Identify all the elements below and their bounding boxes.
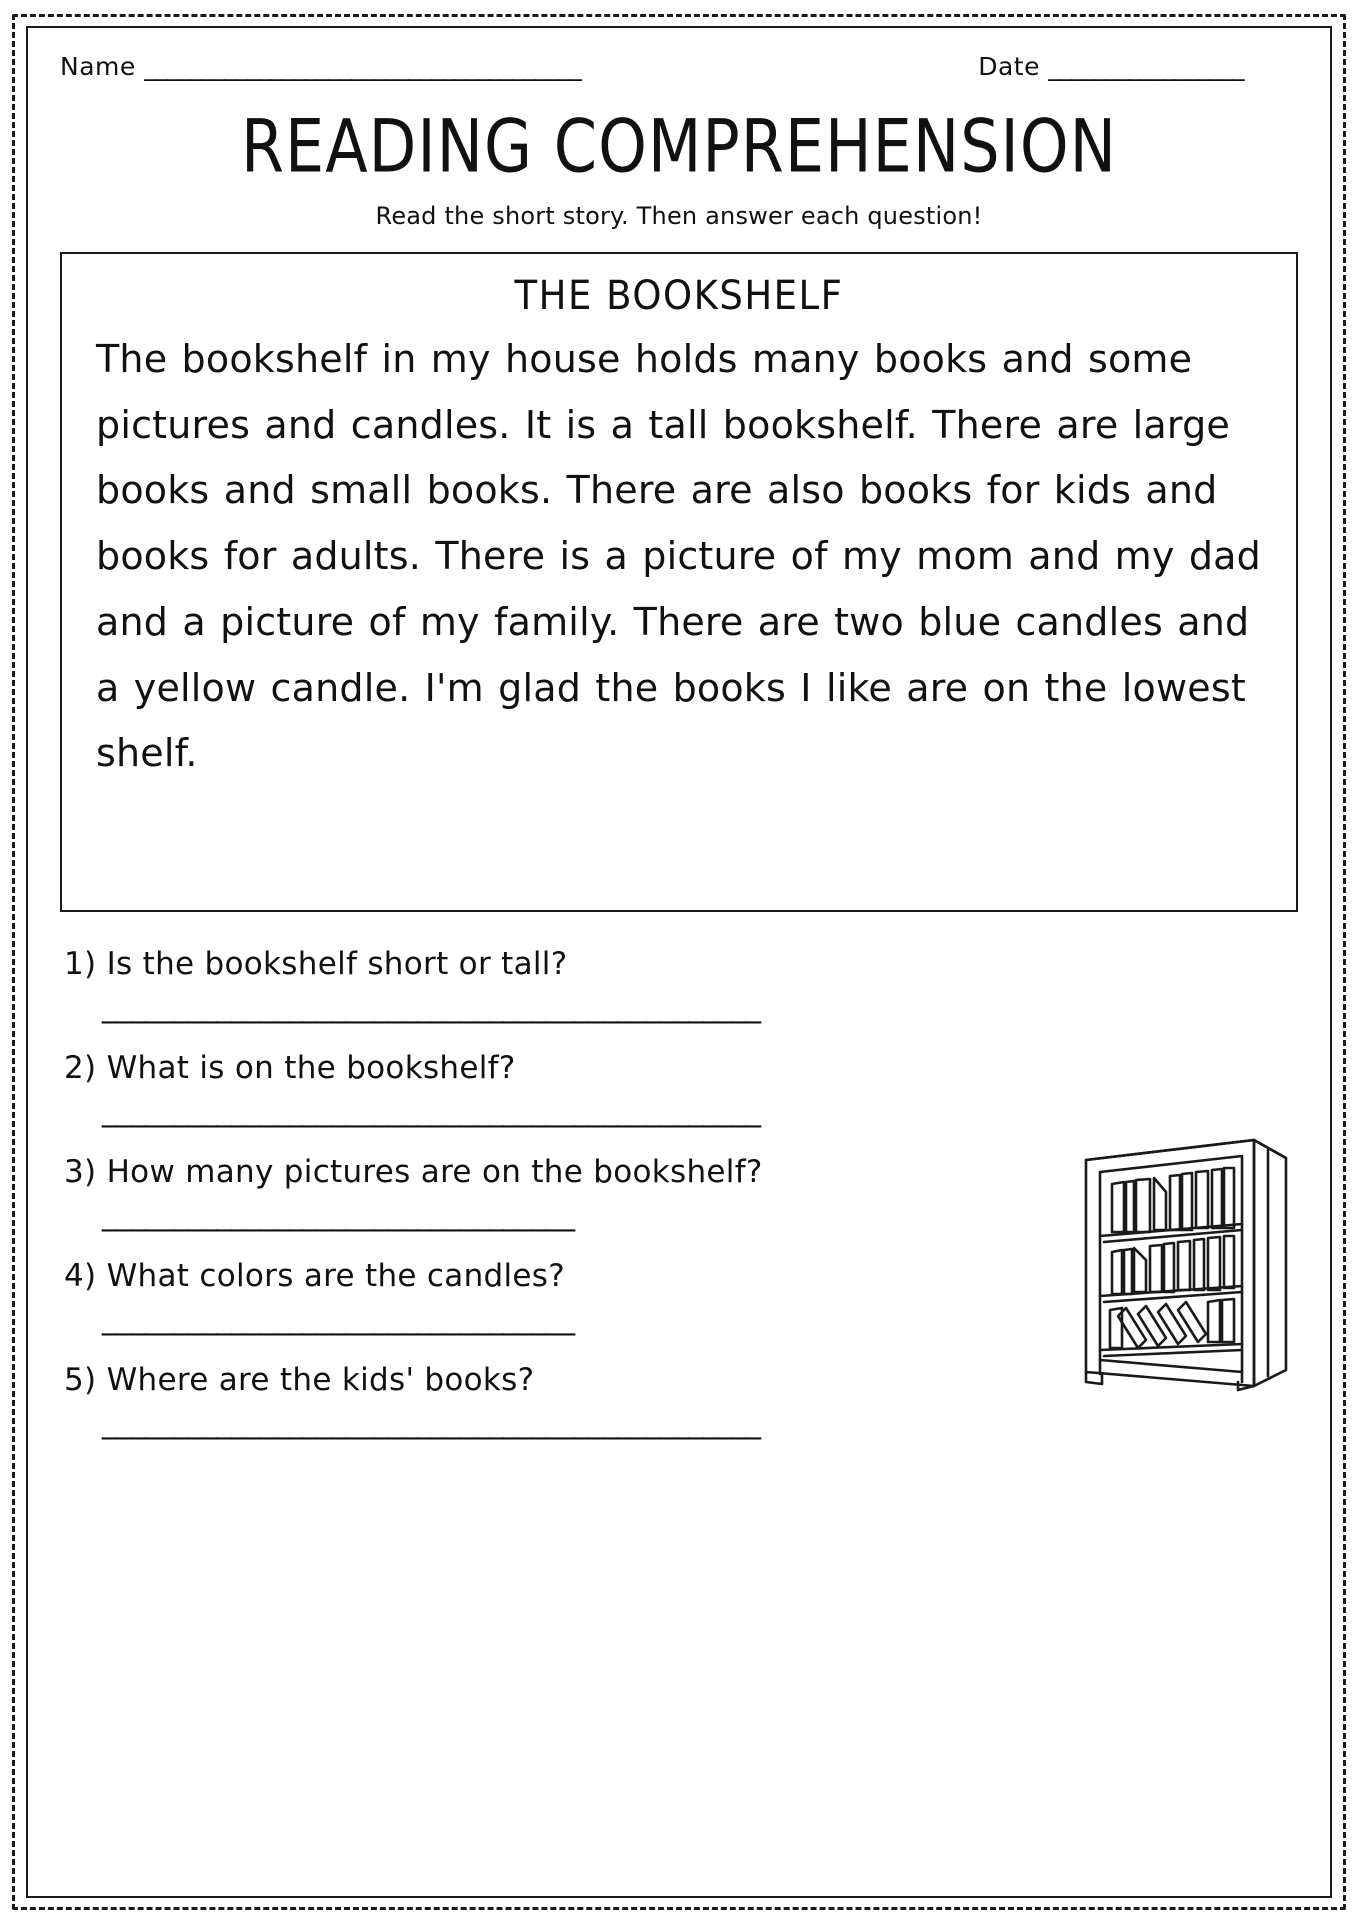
worksheet-content	[26, 26, 1332, 1898]
answer-line[interactable]: ______________________________________________	[102, 1404, 760, 1440]
questions-list	[60, 946, 1298, 1444]
answer-line[interactable]: _________________________________	[102, 1300, 574, 1336]
question-item-2	[60, 1050, 1298, 1132]
name-label: Name	[60, 52, 136, 81]
name-input-line[interactable]: ______________________________________	[143, 52, 581, 81]
bookshelf-icon	[1068, 1124, 1304, 1392]
page-subtitle: Read the short story. Then answer each question!	[375, 202, 983, 230]
story-title: THE BOOKSHELF	[514, 272, 844, 319]
date-input-line[interactable]: _________________	[1048, 52, 1244, 81]
story-body: The bookshelf in my house holds many books and some pictures and candles. It is a tall bookshelf. There are large books and small books. There are also books for kids and books for adults. There is a picture of my mom and my dad and a picture of my family. There are two blue candles and a yellow candle. I'm glad the books I like are on the lowest shelf.	[96, 337, 1261, 776]
question-text: 3) How many pictures are on the bookshelf?	[64, 1154, 763, 1190]
answer-line[interactable]: ______________________________________________	[102, 1092, 760, 1128]
story-box	[60, 252, 1298, 912]
page-title: READING COMPREHENSION	[240, 103, 1118, 190]
question-item-1	[60, 946, 1298, 1028]
answer-line[interactable]: ______________________________________________	[102, 988, 760, 1024]
question-text: 1) Is the bookshelf short or tall?	[64, 946, 568, 982]
question-text: 5) Where are the kids' books?	[64, 1362, 535, 1398]
question-text: 4) What colors are the candles?	[64, 1258, 565, 1294]
answer-line[interactable]: _________________________________	[102, 1196, 574, 1232]
name-date-row	[60, 52, 1298, 81]
date-label: Date	[978, 52, 1040, 81]
question-text: 2) What is on the bookshelf?	[64, 1050, 516, 1086]
